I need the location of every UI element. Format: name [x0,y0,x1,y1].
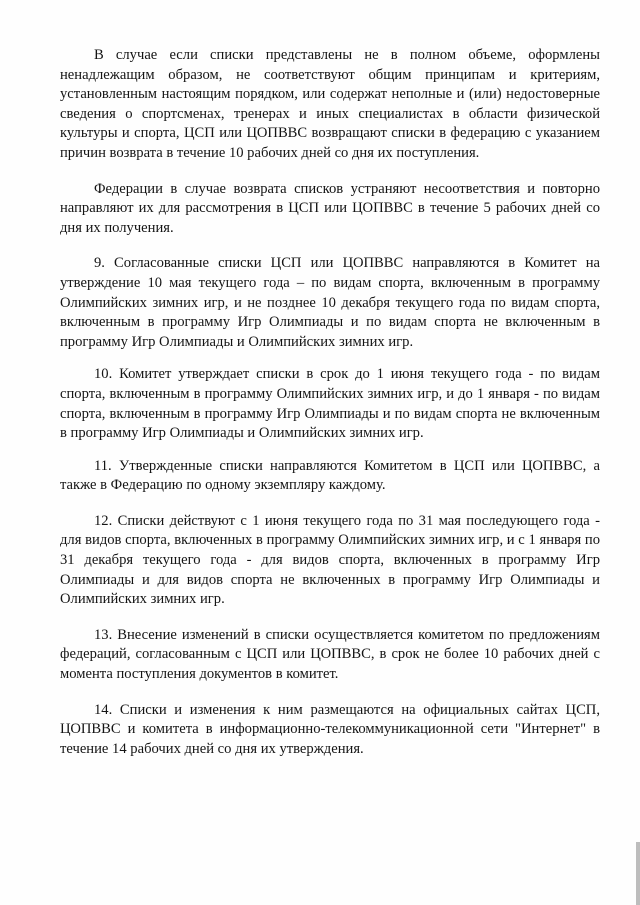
paragraph-item-13: 13. Внесение изменений в списки осуществляется комитетом по предложениям федераций, согласованным с ЦСП или ЦОПВВС, в срок не более 10 рабочих дней с момента поступления документов в комитет. [60,626,600,683]
paragraph-federation-resubmit: Федерации в случае возврата списков устраняют несоответствия и повторно направляют их для рассмотрения в ЦСП или ЦОПВВС в течение 5 рабочих дней со дня их получения. [60,180,600,236]
scan-edge-mark [636,842,640,905]
paragraph-item-10: 10. Комитет утверждает списки в срок до 1 июня текущего года - по видам спорта, включенным в программу Олимпийских зимних игр, и до 1 января - по видам спорта, включенным в программу Игр Олимпиады и по видам спорта не включенным в программу Игр Олимпиады и Олимпийских зимних игр. [60,366,600,442]
paragraph-item-12: 12. Списки действуют с 1 июня текущего года по 31 мая последующего года - для видов спорта, включенных в программу Олимпийских зимних игр, и с 1 января по 31 декабря текущего года - для видов спорта, включенных в программу Игр Олимпиады и для видов спорта не включенных в программу Игр Олимпиады и Олимпийских зимних игр. [60,512,600,608]
document-page [60,46,600,759]
paragraph-return-conditions: В случае если списки представлены не в полном объеме, оформлены ненадлежащим образом, не соответствуют общим принципам и критериям, установленным настоящим порядком, или содержат неполные и (или) недостоверные сведения о спортсменах, тренерах и иных специалистах в области физической культуры и спорта, ЦСП или ЦОПВВС возвращают списки в федерацию с указанием причин возврата в течение 10 рабочих дней со дня их поступления. [60,47,600,161]
paragraph-item-11: 11. Утвержденные списки направляются Комитетом в ЦСП или ЦОПВВС, а также в Федерацию по одному экземпляру каждому. [60,457,600,494]
paragraph-item-9: 9. Согласованные списки ЦСП или ЦОПВВС направляются в Комитет на утверждение 10 мая текущего года – по видам спорта, включенным в программу Олимпийских зимних игр, и не позднее 10 декабря текущего года по видам спорта, включенным в программу Игр Олимпиады и по видам спорта не включенным в программу Игр Олимпиады и Олимпийских зимних игр. [60,255,600,350]
paragraph-item-14: 14. Списки и изменения к ним размещаются на официальных сайтах ЦСП, ЦОПВВС и комитета в информационно-телекоммуникационной сети "Интернет" в течение 14 рабочих дней со дня их утверждения. [60,701,600,757]
